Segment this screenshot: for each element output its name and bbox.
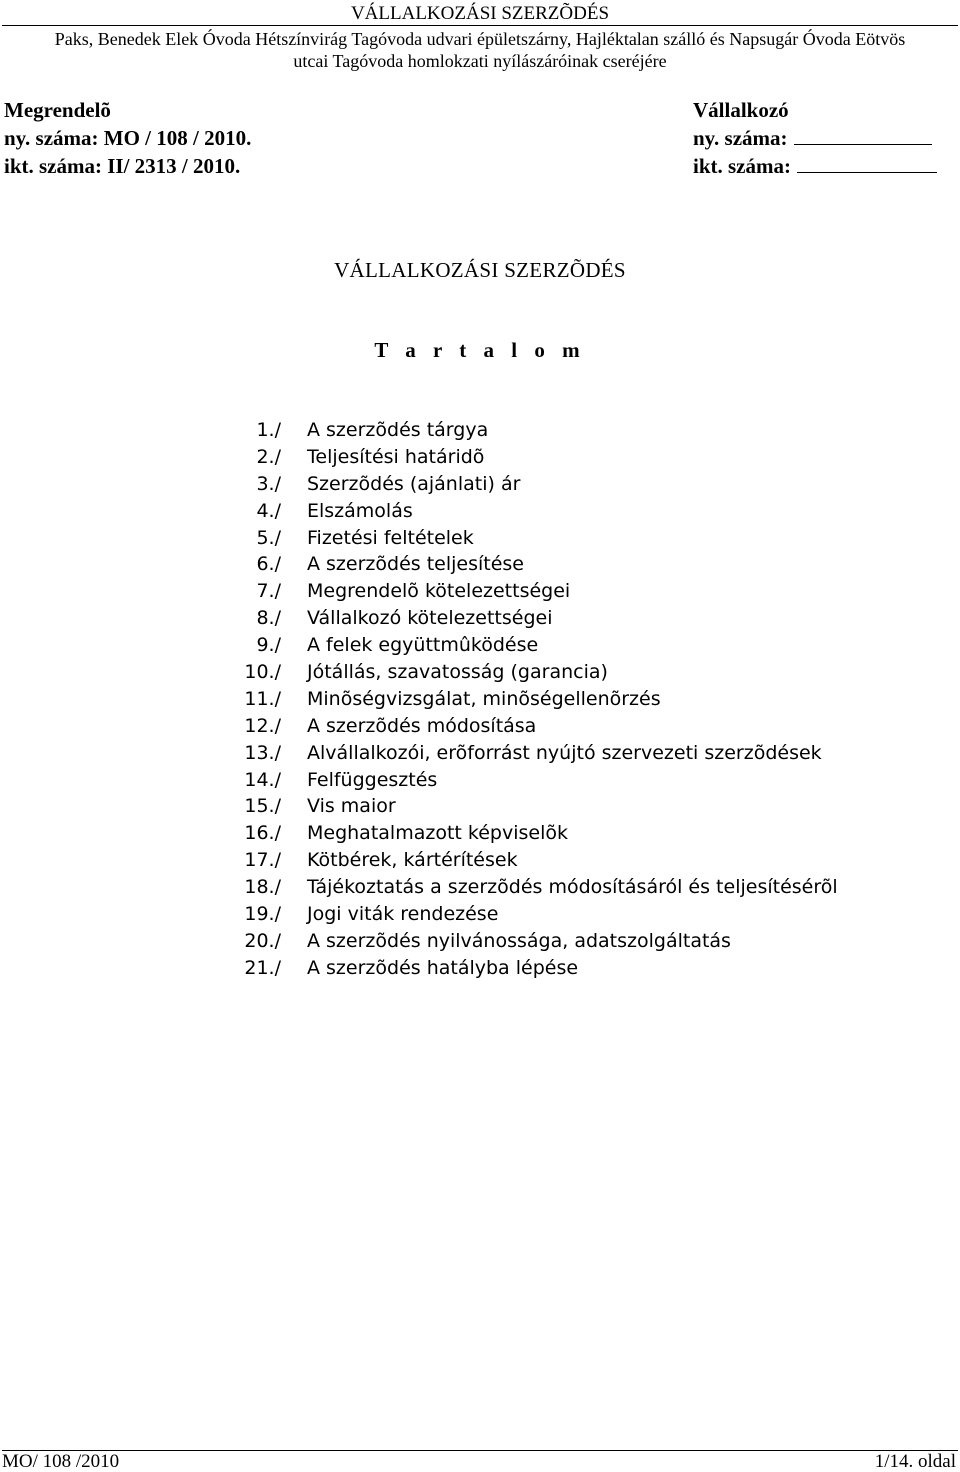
toc-item-number: 21./: [244, 956, 281, 979]
vallalkozo-ikt-szama-label: ikt. száma:: [693, 154, 791, 178]
toc-item: [0, 578, 960, 605]
table-of-contents: [0, 417, 960, 982]
vallalkozo-ikt-szama-row: [693, 152, 937, 180]
toc-item: [0, 551, 960, 578]
toc-item-text: Jótállás, szavatosság (garancia): [307, 661, 608, 684]
toc-item: [0, 713, 960, 740]
toc-item-text: Megrendelõ kötelezettségei: [307, 580, 571, 603]
toc-item-text: A szerzõdés tárgya: [307, 419, 489, 441]
toc-item-number: 20./: [244, 929, 281, 952]
megrendelo-label: Megrendelõ: [4, 98, 111, 122]
toc-item: [0, 471, 960, 498]
toc-item-number: 6./: [256, 553, 281, 576]
footer-page-number: 1/14. oldal: [874, 1451, 956, 1472]
toc-item: [0, 498, 960, 525]
toc-item-number: 15./: [244, 795, 281, 818]
toc-item: [0, 955, 960, 982]
toc-heading: T a r t a l o m: [374, 338, 586, 362]
toc-item-text: A szerzõdés nyilvánossága, adatszolgáltatás: [307, 929, 731, 952]
toc-item-number: 5./: [256, 526, 281, 549]
toc-item-text: Szerzõdés (ajánlati) ár: [307, 472, 521, 495]
toc-item-number: 11./: [244, 687, 281, 710]
vallalkozo-ny-szama-label: ny. száma:: [693, 126, 788, 150]
toc-item-text: Meghatalmazott képviselõk: [307, 822, 568, 845]
toc-item-text: Alvállalkozói, erõforrást nyújtó szervezeti szerzõdések: [307, 741, 822, 764]
toc-item-number: 12./: [244, 714, 281, 737]
toc-item-text: Minõségvizsgálat, minõségellenõrzés: [307, 687, 661, 710]
header-rule: [2, 25, 958, 26]
toc-item-number: 7./: [256, 580, 281, 603]
toc-item-number: 14./: [244, 768, 281, 791]
toc-item-number: 19./: [244, 903, 281, 926]
document-title: VÁLLALKOZÁSI SZERZÕDÉS: [334, 258, 626, 282]
party-megrendelo: [4, 96, 251, 180]
party-vallalkozo: [693, 96, 937, 180]
toc-item-number: 4./: [256, 499, 281, 522]
running-header-subtitle-line1: Paks, Benedek Elek Óvoda Hétszínvirág Tagóvoda udvari épületszárny, Hajléktalan szálló és Napsugár Óvoda Eötvös: [54, 29, 906, 49]
toc-item: [0, 444, 960, 471]
running-header: [0, 2, 960, 26]
vallalkozo-label: Vállalkozó: [693, 98, 789, 122]
toc-item: [0, 847, 960, 874]
toc-item-text: Jogi viták rendezése: [307, 903, 499, 926]
toc-item-text: A szerzõdés teljesítése: [307, 553, 524, 576]
toc-item: [0, 525, 960, 552]
vallalkozo-ny-szama-row: [693, 124, 937, 152]
vallalkozo-ikt-szama-blank-line: [797, 156, 937, 173]
vallalkozo-ny-szama-blank-line: [794, 128, 932, 145]
toc-item-text: Tájékoztatás a szerzõdés módosításáról és teljesítésérõl: [307, 876, 838, 899]
toc-item: [0, 820, 960, 847]
toc-item-text: A felek együttmûködése: [307, 634, 539, 657]
toc-item-number: 10./: [244, 661, 281, 684]
toc-item: [0, 767, 960, 794]
footer-document-number: MO/ 108 /2010: [2, 1451, 120, 1472]
toc-item-number: 9./: [256, 634, 281, 657]
footer-rule: [2, 1450, 958, 1451]
toc-item-text: A szerzõdés módosítása: [307, 714, 537, 737]
toc-item-number: 1./: [256, 419, 281, 441]
toc-item-number: 3./: [256, 472, 281, 495]
toc-item-text: Fizetési feltételek: [307, 526, 474, 549]
megrendelo-ikt-szama: ikt. száma: II/ 2313 / 2010.: [4, 154, 241, 178]
toc-item: [0, 740, 960, 767]
toc-item-text: Vállalkozó kötelezettségei: [307, 607, 553, 630]
toc-item-text: Felfüggesztés: [307, 768, 438, 791]
toc-item-number: 2./: [256, 445, 281, 468]
toc-item-number: 13./: [244, 741, 281, 764]
toc-item-number: 18./: [244, 876, 281, 899]
toc-item-text: A szerzõdés hatályba lépése: [307, 956, 579, 979]
toc-item: [0, 928, 960, 955]
toc-item: [0, 793, 960, 820]
toc-item: [0, 417, 960, 444]
running-header-subtitle-line2: utcai Tagóvoda homlokzati nyílászáróinak cseréjére: [293, 51, 667, 71]
running-header-title: VÁLLALKOZÁSI SZERZÕDÉS: [350, 3, 610, 24]
toc-item-text: Elszámolás: [307, 499, 413, 522]
toc-item: [0, 659, 960, 686]
toc-item-text: Kötbérek, kártérítések: [307, 849, 518, 872]
toc-item: [0, 605, 960, 632]
toc-item-number: 17./: [244, 849, 281, 872]
megrendelo-ny-szama: ny. száma: MO / 108 / 2010.: [4, 126, 252, 150]
toc-item-number: 8./: [256, 607, 281, 630]
toc-item-text: Vis maior: [307, 795, 396, 818]
toc-item: [0, 632, 960, 659]
toc-item-text: Teljesítési határidõ: [307, 445, 485, 468]
toc-item: [0, 686, 960, 713]
toc-item: [0, 901, 960, 928]
toc-item: [0, 874, 960, 901]
toc-item-number: 16./: [244, 822, 281, 845]
